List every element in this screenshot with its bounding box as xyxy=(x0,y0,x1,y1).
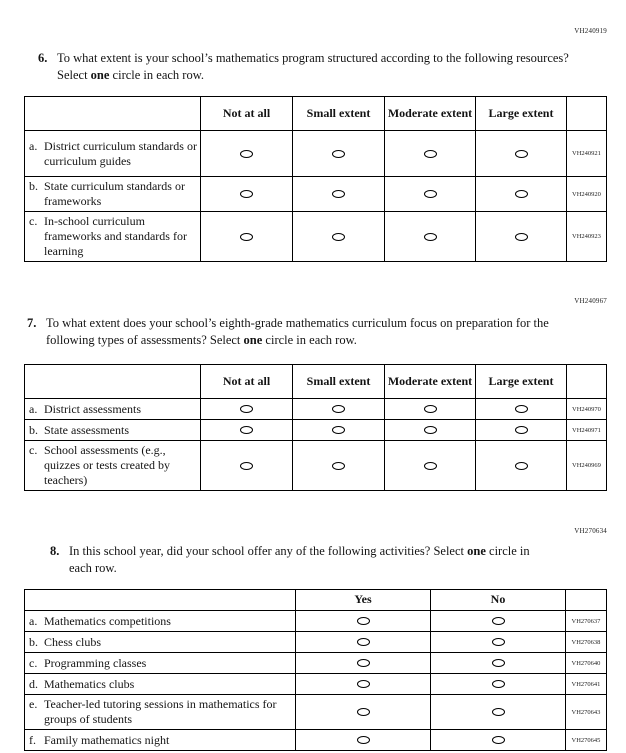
row-letter: f. xyxy=(29,732,36,747)
table-header-row xyxy=(25,365,607,399)
option-cell xyxy=(201,441,293,491)
option-cell xyxy=(385,131,476,177)
option-cell-no xyxy=(431,674,566,695)
option-cell xyxy=(201,212,293,262)
row-letter: e. xyxy=(29,697,38,711)
option-cell xyxy=(476,177,567,212)
row-label-cell xyxy=(25,212,201,262)
table-row xyxy=(25,177,607,212)
option-cell-yes xyxy=(296,632,431,653)
question-8-bold: one xyxy=(467,544,486,558)
row-label-cell xyxy=(25,611,296,632)
option-cell xyxy=(385,212,476,262)
table-row xyxy=(25,131,607,177)
row-label-cell xyxy=(25,653,296,674)
question-8-text xyxy=(50,543,539,577)
header-code-empty xyxy=(566,590,607,611)
option-cell-no xyxy=(431,632,566,653)
table-row xyxy=(25,611,607,632)
answer-oval[interactable] xyxy=(332,462,345,470)
option-cell xyxy=(293,131,385,177)
row-code: VH270641 xyxy=(566,674,607,695)
row-code: VH270645 xyxy=(566,730,607,751)
row-label-cell xyxy=(25,674,296,695)
row-label: Chess clubs xyxy=(44,634,101,649)
row-letter: b. xyxy=(29,179,38,193)
question-8-body xyxy=(69,543,539,577)
question-7-post: circle in each row. xyxy=(262,332,357,347)
option-cell-yes xyxy=(296,695,431,730)
question-7-number: 7. xyxy=(27,316,37,330)
answer-oval[interactable] xyxy=(240,426,253,434)
header-yes: Yes xyxy=(296,590,431,611)
answer-oval[interactable] xyxy=(492,680,505,688)
answer-oval[interactable] xyxy=(240,405,253,413)
answer-oval[interactable] xyxy=(515,462,528,470)
answer-oval[interactable] xyxy=(492,708,505,716)
option-cell-yes xyxy=(296,611,431,632)
row-code: VH240921 xyxy=(567,131,607,177)
answer-oval[interactable] xyxy=(492,659,505,667)
header-small-extent: Small extent xyxy=(293,365,385,399)
answer-oval[interactable] xyxy=(332,150,345,158)
option-cell xyxy=(201,131,293,177)
option-cell xyxy=(385,441,476,491)
question-6-pre: To what extent is your school’s mathematics program structured according to the following resources? Select xyxy=(57,51,569,82)
answer-oval[interactable] xyxy=(424,405,437,413)
option-cell-yes xyxy=(296,730,431,751)
header-empty xyxy=(25,590,296,611)
header-large-extent: Large extent xyxy=(476,365,567,399)
row-code: VH270640 xyxy=(566,653,607,674)
table-row xyxy=(25,212,607,262)
answer-oval[interactable] xyxy=(357,736,370,744)
header-code-empty xyxy=(567,97,607,131)
option-cell-yes xyxy=(296,674,431,695)
row-label: School assessments (e.g., quizzes or tests created by teachers) xyxy=(44,443,170,487)
header-small-extent: Small extent xyxy=(293,97,385,131)
row-label: State assessments xyxy=(44,422,129,437)
table-row xyxy=(25,730,607,751)
question-7-text xyxy=(27,315,561,349)
header-no: No xyxy=(431,590,566,611)
row-label: District curriculum standards or curriculum guides xyxy=(44,138,197,168)
answer-oval[interactable] xyxy=(515,233,528,241)
question-6-text xyxy=(38,50,572,84)
option-cell-no xyxy=(431,653,566,674)
option-cell xyxy=(293,177,385,212)
row-label-cell xyxy=(25,131,201,177)
table-row xyxy=(25,420,607,441)
row-label: In-school curriculum frameworks and standards for learning xyxy=(44,214,187,258)
option-cell xyxy=(476,420,567,441)
answer-oval[interactable] xyxy=(492,617,505,625)
option-cell xyxy=(476,212,567,262)
option-cell xyxy=(201,399,293,420)
row-letter: a. xyxy=(29,613,38,628)
option-cell xyxy=(293,441,385,491)
row-letter: a. xyxy=(29,401,38,416)
header-empty xyxy=(25,365,201,399)
row-label: Mathematics competitions xyxy=(44,613,171,628)
header-moderate-extent: Moderate extent xyxy=(385,365,476,399)
question-8-number: 8. xyxy=(50,544,60,558)
option-cell xyxy=(201,420,293,441)
answer-oval[interactable] xyxy=(492,638,505,646)
question-8-post: circle in each row. xyxy=(69,544,530,575)
answer-oval[interactable] xyxy=(424,233,437,241)
table-row xyxy=(25,695,607,730)
header-moderate-extent: Moderate extent xyxy=(385,97,476,131)
option-cell xyxy=(385,399,476,420)
option-cell xyxy=(293,420,385,441)
answer-oval[interactable] xyxy=(240,462,253,470)
row-label-cell xyxy=(25,420,201,441)
option-cell xyxy=(476,131,567,177)
answer-oval[interactable] xyxy=(515,150,528,158)
question-6-number: 6. xyxy=(38,51,48,65)
row-label-cell xyxy=(25,399,201,420)
question-8-pre: In this school year, did your school offer any of the following activities? Select xyxy=(69,544,468,558)
table-row xyxy=(25,674,607,695)
answer-oval[interactable] xyxy=(332,405,345,413)
row-label: Family mathematics night xyxy=(44,732,170,747)
row-label-cell xyxy=(25,441,201,491)
question-6-body xyxy=(57,50,572,84)
table-header-row xyxy=(25,97,607,131)
answer-oval[interactable] xyxy=(332,426,345,434)
row-letter: b. xyxy=(29,634,38,649)
option-cell xyxy=(293,399,385,420)
row-label-cell xyxy=(25,730,296,751)
row-label-cell xyxy=(25,695,296,730)
row-code: VH240920 xyxy=(567,177,607,212)
answer-oval[interactable] xyxy=(332,233,345,241)
row-label-cell xyxy=(25,632,296,653)
row-letter: c. xyxy=(29,443,38,457)
option-cell-no xyxy=(431,695,566,730)
row-label: Mathematics clubs xyxy=(44,676,135,691)
row-code: VH270637 xyxy=(566,611,607,632)
answer-oval[interactable] xyxy=(357,617,370,625)
row-label: State curriculum standards or frameworks xyxy=(44,179,185,208)
row-label: Programming classes xyxy=(44,655,147,670)
row-code: VH240923 xyxy=(567,212,607,262)
table-row xyxy=(25,399,607,420)
answer-oval[interactable] xyxy=(357,659,370,667)
question-6-code: VH240919 xyxy=(574,27,607,35)
row-label-cell xyxy=(25,177,201,212)
option-cell xyxy=(476,441,567,491)
table-row xyxy=(25,632,607,653)
answer-oval[interactable] xyxy=(240,150,253,158)
row-letter: d. xyxy=(29,676,38,691)
header-code-empty xyxy=(567,365,607,399)
option-cell-no xyxy=(431,730,566,751)
table-header-row xyxy=(25,590,607,611)
answer-oval[interactable] xyxy=(240,233,253,241)
header-large-extent: Large extent xyxy=(476,97,567,131)
row-code: VH270643 xyxy=(566,695,607,730)
answer-oval[interactable] xyxy=(515,405,528,413)
question-7-table xyxy=(24,364,607,491)
row-code: VH240969 xyxy=(567,441,607,491)
option-cell xyxy=(476,399,567,420)
question-8-table xyxy=(24,589,607,751)
answer-oval[interactable] xyxy=(424,190,437,198)
option-cell-no xyxy=(431,611,566,632)
answer-oval[interactable] xyxy=(332,190,345,198)
row-letter: c. xyxy=(29,655,38,670)
question-6-table xyxy=(24,96,607,262)
row-code: VH240971 xyxy=(567,420,607,441)
header-empty xyxy=(25,97,201,131)
question-7-bold: one xyxy=(243,332,263,347)
row-letter: c. xyxy=(29,214,38,228)
answer-oval[interactable] xyxy=(424,150,437,158)
row-code: VH270638 xyxy=(566,632,607,653)
row-label: District assessments xyxy=(44,401,141,416)
option-cell xyxy=(385,420,476,441)
question-6-post: circle in each row. xyxy=(109,67,205,82)
answer-oval[interactable] xyxy=(424,426,437,434)
answer-oval[interactable] xyxy=(515,190,528,198)
header-not-at-all: Not at all xyxy=(201,97,293,131)
question-7-code: VH240967 xyxy=(574,297,607,305)
option-cell xyxy=(385,177,476,212)
question-7-pre: To what extent does your school’s eighth-grade mathematics curriculum focus on preparation for the following types of assessments? Select xyxy=(46,316,549,347)
header-not-at-all: Not at all xyxy=(201,365,293,399)
row-code: VH240970 xyxy=(567,399,607,420)
answer-oval[interactable] xyxy=(492,736,505,744)
question-8-code: VH270634 xyxy=(574,527,607,535)
row-letter: a. xyxy=(29,138,38,153)
table-row xyxy=(25,441,607,491)
answer-oval[interactable] xyxy=(424,462,437,470)
answer-oval[interactable] xyxy=(515,426,528,434)
answer-oval[interactable] xyxy=(357,708,370,716)
answer-oval[interactable] xyxy=(240,190,253,198)
option-cell-yes xyxy=(296,653,431,674)
option-cell xyxy=(201,177,293,212)
question-6-bold: one xyxy=(90,67,110,82)
question-7-body xyxy=(46,315,561,349)
row-letter: b. xyxy=(29,422,38,437)
answer-oval[interactable] xyxy=(357,638,370,646)
option-cell xyxy=(293,212,385,262)
answer-oval[interactable] xyxy=(357,680,370,688)
table-row xyxy=(25,653,607,674)
row-label: Teacher-led tutoring sessions in mathematics for groups of students xyxy=(44,697,277,726)
